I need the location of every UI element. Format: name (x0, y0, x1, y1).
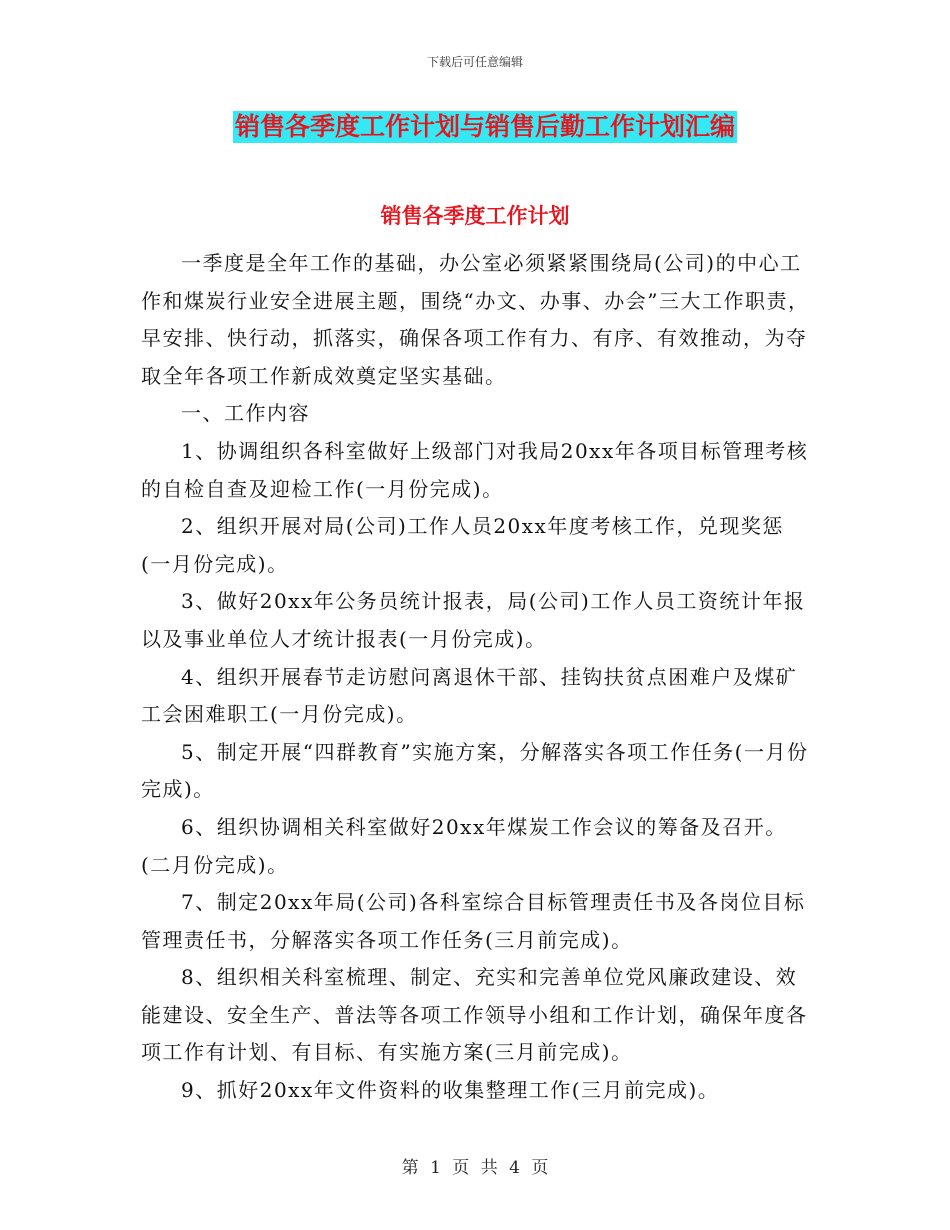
list-item: 7、制定20xx年局(公司)各科室综合目标管理责任书及各岗位目标管理责任书，分解落实各项工作任务(三月前完成)。 (141, 890, 806, 952)
list-item: 4、组织开展春节走访慰问离退休干部、挂钩扶贫点困难户及煤矿工会困难职工(一月份完成)。 (141, 664, 798, 727)
body-text (141, 245, 811, 1110)
list-item: 1、协调组织各科室做好上级部门对我局20xx年各项目标管理考核的自检自查及迎检工作(一月份完成)。 (141, 438, 809, 501)
list-item: 9、抓好20xx年文件资料的收集整理工作(三月前完成)。 (181, 1078, 720, 1103)
list-item: 8、组织相关科室梳理、制定、充实和完善单位党风廉政建设、效能建设、安全生产、普法等各项工作领导小组和工作计划，确保年度各项工作有计划、有目标、有实施方案(三月前完成)。 (141, 965, 808, 1065)
intro-paragraph: 一季度是全年工作的基础，办公室必须紧紧围绕局(公司)的中心工作和煤炭行业安全进展主题，围绕“办文、办事、办会”三大工作职责，早安排、快行动，抓落实，确保各项工作有力、有序、有效推动，为夺取全年各项工作新成效奠定坚实基础。 (141, 251, 810, 388)
list-item: 3、做好20xx年公务员统计报表，局(公司)工作人员工资统计年报以及事业单位人才统计报表(一月份完成)。 (141, 589, 806, 651)
list-item: 5、制定开展“四群教育”实施方案，分解落实各项工作任务(一月份完成)。 (141, 739, 809, 802)
main-title: 销售各季度工作计划与销售后勤工作计划汇编 (235, 112, 736, 141)
list-item: 6、组织协调相关科室做好20xx年煤炭工作会议的筹备及召开。(二月份完成)。 (141, 814, 787, 877)
page-footer: 第 1 页 共 4 页 (401, 1158, 549, 1178)
section-title: 销售各季度工作计划 (380, 204, 570, 228)
list-item: 2、组织开展对局(公司)工作人员20xx年度考核工作，兑现奖惩(一月份完成)。 (141, 514, 784, 576)
heading-work-content: 一、工作内容 (181, 401, 310, 426)
header-note: 下载后可任意编辑 (426, 55, 523, 69)
